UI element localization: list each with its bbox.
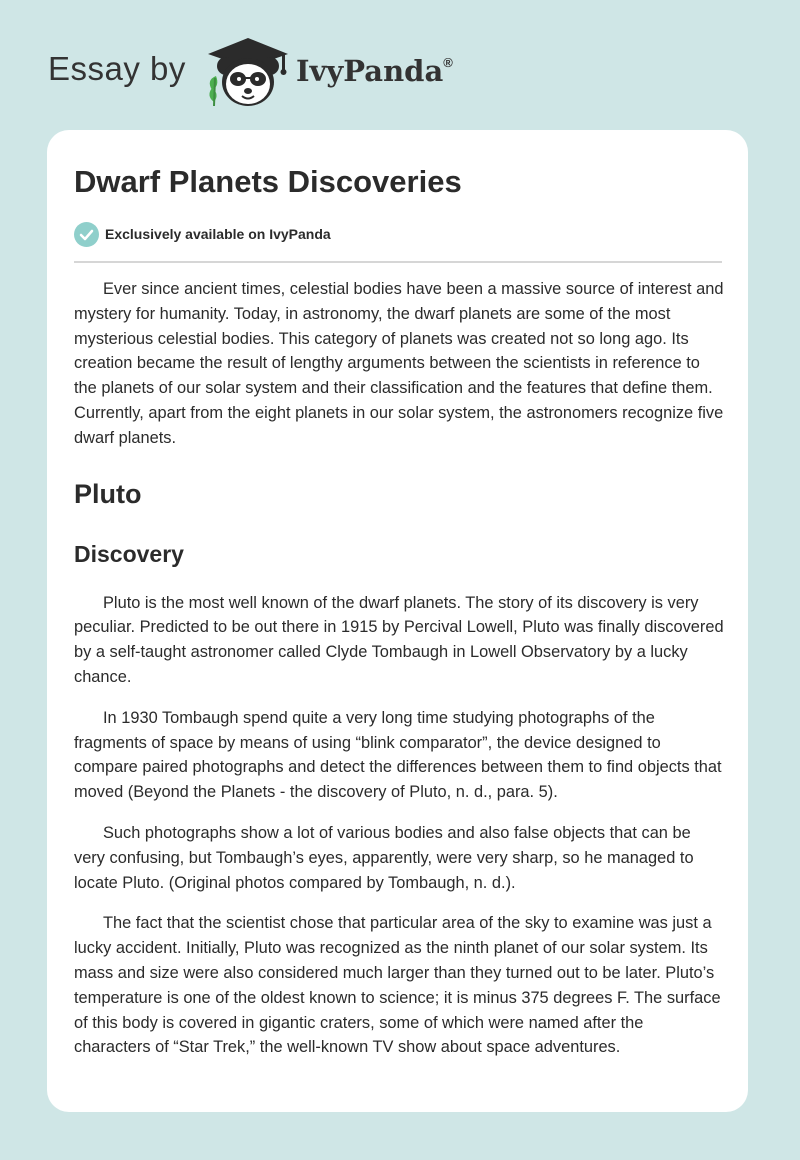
body-paragraph: Pluto is the most well known of the dwarf planets. The story of its discovery is very peculiar. Predicted to be out there in 1915 by Percival Lowell, Pluto was finally discovered by a self-taught astronomer called Clyde Tombaugh in Lowell Observatory by a lucky chance.	[74, 593, 724, 686]
intro-paragraph: Ever since ancient times, celestial bodies have been a massive source of interest and mystery for humanity. Today, in astronomy, the dwarf planets are some of the most mysterious celestial bodies. This category of planets was created not so long ago. Its creation became the result of lengthy arguments between the scientists in reference to the planets of our solar system and their classification and the features that define them. Currently, apart from the eight planets in our solar system, the astronomers recognize five dwarf planets.	[74, 280, 724, 447]
registered-mark: ®	[443, 55, 453, 70]
body-paragraph: Such photographs show a lot of various bodies and also false objects that can be very confusing, but Tombaugh’s eyes, apparently, were very sharp, so he managed to locate Pluto. (Original photos compared by Tombaugh, n. d.).	[74, 823, 694, 892]
panda-graduate-icon[interactable]	[202, 36, 294, 108]
essay-by-label: Essay by	[48, 50, 186, 87]
page-title: Dwarf Planets Discoveries	[74, 164, 462, 199]
article-body	[74, 277, 724, 1076]
divider	[74, 261, 722, 263]
brand-name[interactable]	[296, 54, 453, 88]
subsection-heading: Discovery	[74, 540, 184, 567]
exclusive-badge	[74, 221, 331, 247]
essay-card	[47, 130, 748, 1112]
site-header	[48, 30, 548, 110]
body-paragraph: The fact that the scientist chose that particular area of the sky to examine was just a lucky accident. Initially, Pluto was recognized as the ninth planet of our solar system. Its mass and size were also considered much larger than they turned out to be later. Pluto’s temperature is one of the oldest known to science; it is minus 375 degrees F. The surface of this body is covered in gigantic craters, some of which were named after the characters of “Star Trek,” the well-known TV show about space adventures.	[74, 914, 721, 1057]
section-heading: Pluto	[74, 478, 142, 509]
badge-label: Exclusively available on IvyPanda	[105, 226, 331, 242]
check-circle-icon	[74, 222, 99, 247]
brand-text: IvyPanda	[296, 54, 444, 88]
body-paragraph: In 1930 Tombaugh spend quite a very long time studying photographs of the fragments of space by means of using “blink comparator”, the device designed to compare paired photographs and detect the differences between them to find objects that moved (Beyond the Planets - the discovery of Pluto, n. d., para. 5).	[74, 708, 722, 802]
